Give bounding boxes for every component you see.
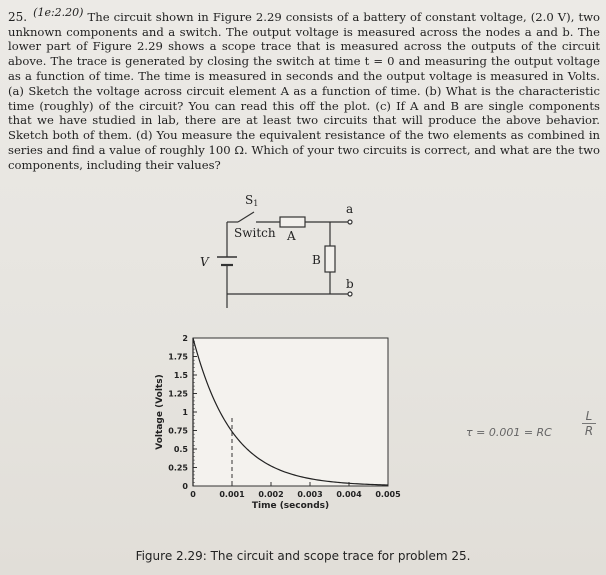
x-tick-label: 0 xyxy=(190,490,196,499)
handwritten-fraction-bottom: R xyxy=(584,424,594,438)
x-tick-label: 0.005 xyxy=(375,490,401,499)
handwritten-fraction xyxy=(582,410,596,437)
handwritten-fraction-top: L xyxy=(585,409,593,423)
problem-number: 25. xyxy=(8,9,28,24)
plot-frame xyxy=(193,338,388,486)
y-tick-label: 1.25 xyxy=(168,389,188,399)
y-tick-label: 0.5 xyxy=(173,445,188,454)
element-b-label: B xyxy=(312,253,321,267)
y-axis-title: Voltage (Volts) xyxy=(155,374,165,450)
scope-trace-chart xyxy=(0,330,606,510)
element-b xyxy=(325,246,335,272)
element-a-label: A xyxy=(287,229,296,243)
switch-symbol: S1 xyxy=(245,193,259,208)
figure-caption: Figure 2.29: The circuit and scope trace for problem 25. xyxy=(135,549,471,563)
x-tick-label: 0.001 xyxy=(219,490,245,499)
x-tick-label: 0.004 xyxy=(336,490,362,499)
y-tick-label: 0.75 xyxy=(168,426,188,436)
circuit-diagram xyxy=(0,190,606,325)
x-tick-label: 0.002 xyxy=(258,490,284,499)
y-tick-label: 1.5 xyxy=(173,371,188,380)
y-tick-label: 1.75 xyxy=(168,352,188,362)
handwritten-note: τ = 0.001 = RC xyxy=(466,426,552,439)
y-tick-label: 0 xyxy=(182,482,188,491)
element-a xyxy=(280,217,305,227)
y-tick-label: 2 xyxy=(182,334,188,343)
node-b-label: b xyxy=(346,277,354,291)
problem-text: The circuit shown in Figure 2.29 consists of a battery of constant voltage, (2.0 V), two unknown components and a switch. The output voltage is measured across the nodes a and b. The lower part of Figure 2.29 shows a scope trace that is measured across the outputs of the circuit above. The trace is generated by closing the switch at time t = 0 and measuring the output voltage as a function of time. The time is measured in seconds and the output voltage is measured in Volts. (a) Sketch the voltage across circuit element A as a function of time. (b) What is the characteristic time (roughly) of the circuit? You can read this off the plot. (c) If A and B are single components that we have studied in lab, there are at least two circuits that will produce the above behavior. Sketch both of them. (d) You measure the equivalent resistance of the two elements as combined in series and find a value of roughly 100 Ω. Which of your two circuits is correct, and what are the two components, including their values? xyxy=(8,9,601,172)
node-a-label: a xyxy=(346,202,354,216)
x-tick-label: 0.003 xyxy=(297,490,323,499)
y-tick-label: 0.25 xyxy=(168,463,188,473)
switch-arm xyxy=(238,212,254,222)
problem-statement xyxy=(8,6,600,173)
problem-tag: (1e:2.20) xyxy=(33,6,84,19)
x-axis-title: Time (seconds) xyxy=(251,501,330,510)
source-label: V xyxy=(200,255,209,269)
y-tick-label: 1 xyxy=(182,408,188,417)
switch-label: Switch xyxy=(234,226,276,240)
